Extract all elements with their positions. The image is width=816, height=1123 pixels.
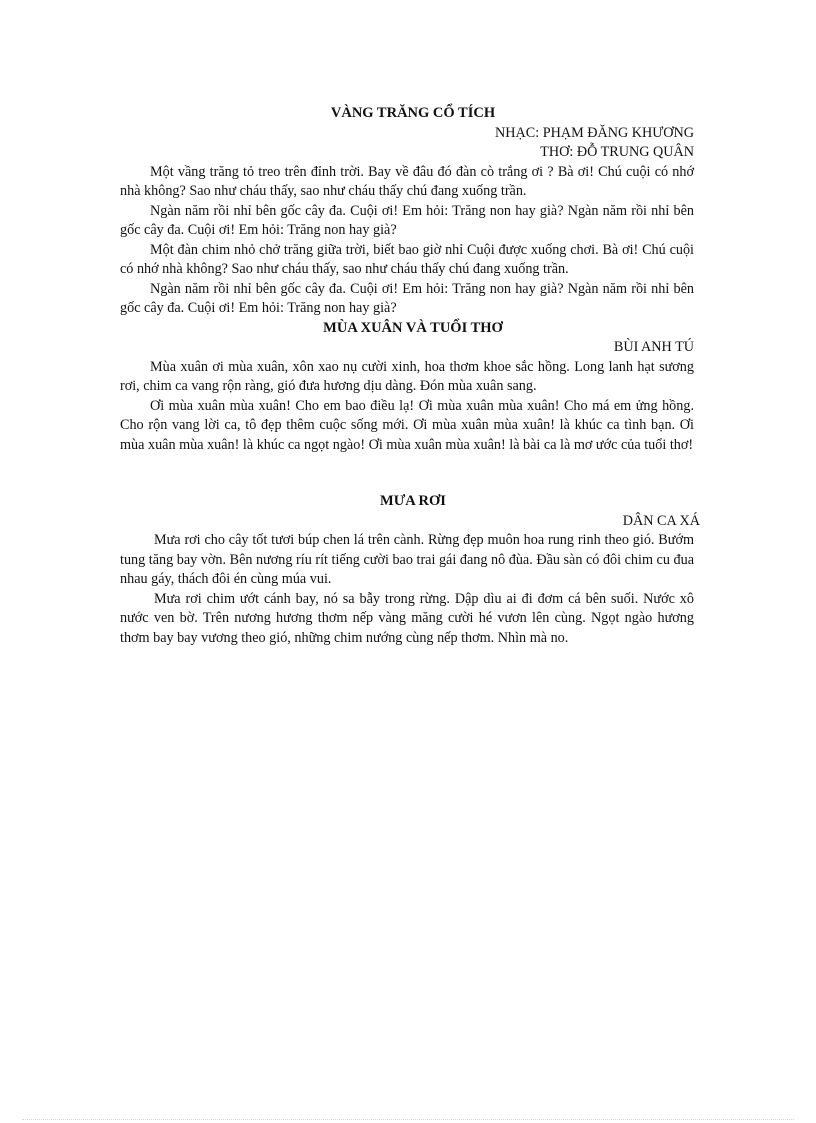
song-verse: Mưa rơi cho cây tốt tươi búp chen lá trên cành. Rừng đẹp muôn hoa rung rinh theo gió. Bướm tung tăng bay vờn. Bên nương ríu rít tiếng cười bao trai gái đang nô đùa. Đầu sàn có đôi chim cu đua nhau gáy, thách đôi én cùng múa vui. <box>120 532 694 587</box>
song-verse: Mùa xuân ơi mùa xuân, xôn xao nụ cười xinh, hoa thơm khoe sắc hồng. Long lanh hạt sương rơi, chim ca vang rộn ràng, gió đưa hương dịu dàng. Đón mùa xuân sang. <box>120 358 694 394</box>
document-body <box>120 104 700 648</box>
song-credit-lyrics: THƠ: ĐỖ TRUNG QUÂN <box>540 144 694 160</box>
song-title: MƯA RƠI <box>380 493 446 509</box>
song-title: MÙA XUÂN VÀ TUỔI THƠ <box>323 319 503 336</box>
song-verse: Ơi mùa xuân mùa xuân! Cho em bao điều lạ! Ơi mùa xuân mùa xuân! Cho má em ửng hồng. Cho rộn vang lời ca, tô đẹp thêm cuộc sống mới. Ơi mùa xuân mùa xuân! là khúc ca tình bạn. Ơi mùa xuân mùa xuân! là khúc ca ngọt ngào! Ơi mùa xuân mùa xuân! là bài ca là mơ ước của tuổi thơ! <box>120 397 694 453</box>
song-credit-author: BÙI ANH TÚ <box>613 339 694 355</box>
song-verse: Ngàn năm rồi nhỉ bên gốc cây đa. Cuội ơi! Em hỏi: Trăng non hay già? Ngàn năm rồi nhỉ bên gốc cây đa. Cuội ơi! Em hỏi: Trăng non hay già? <box>120 280 694 316</box>
song-mua-roi <box>120 492 700 648</box>
song-verse: Một đàn chim nhỏ chở trăng giữa trời, biết bao giờ nhỉ Cuội được xuống chơi. Bà ơi! Chú cuội có nhớ nhà không? Sao như cháu thấy, sao như cháu thấy chú đang xuống trần. <box>120 241 694 277</box>
page-bottom-divider <box>22 1119 794 1120</box>
song-verse: Một vầng trăng tỏ treo trên đỉnh trời. Bay về đâu đó đàn cò trắng ơi ? Bà ơi! Chú cuội có nhớ nhà không? Sao như cháu thấy, sao như cháu thấy chú đang xuống trần. <box>120 163 694 199</box>
song-verse: Mưa rơi chim ướt cánh bay, nó sa bẫy trong rừng. Dập dìu ai đi đơm cá bên suối. Nước xô nước ven bờ. Trên nương hương thơm nếp vàng măng cười hé vươn lên cùng. Ngọt ngào hương thơm bay bay vương theo gió, những chim nướng cùng nếp thơm. Nhìn mà no. <box>120 590 694 646</box>
song-credit-music: NHẠC: PHẠM ĐĂNG KHƯƠNG <box>495 124 694 141</box>
song-credit-origin: DÂN CA XÁ <box>622 512 700 529</box>
song-verse: Ngàn năm rồi nhỉ bên gốc cây đa. Cuội ơi! Em hỏi: Trăng non hay già? Ngàn năm rồi nhỉ bên gốc cây đa. Cuội ơi! Em hỏi: Trăng non hay già? <box>120 202 694 238</box>
song-vang-trang-co-tich <box>120 104 694 319</box>
song-title: VÀNG TRĂNG CỔ TÍCH <box>330 105 496 121</box>
song-mua-xuan-va-tuoi-tho <box>120 319 694 456</box>
